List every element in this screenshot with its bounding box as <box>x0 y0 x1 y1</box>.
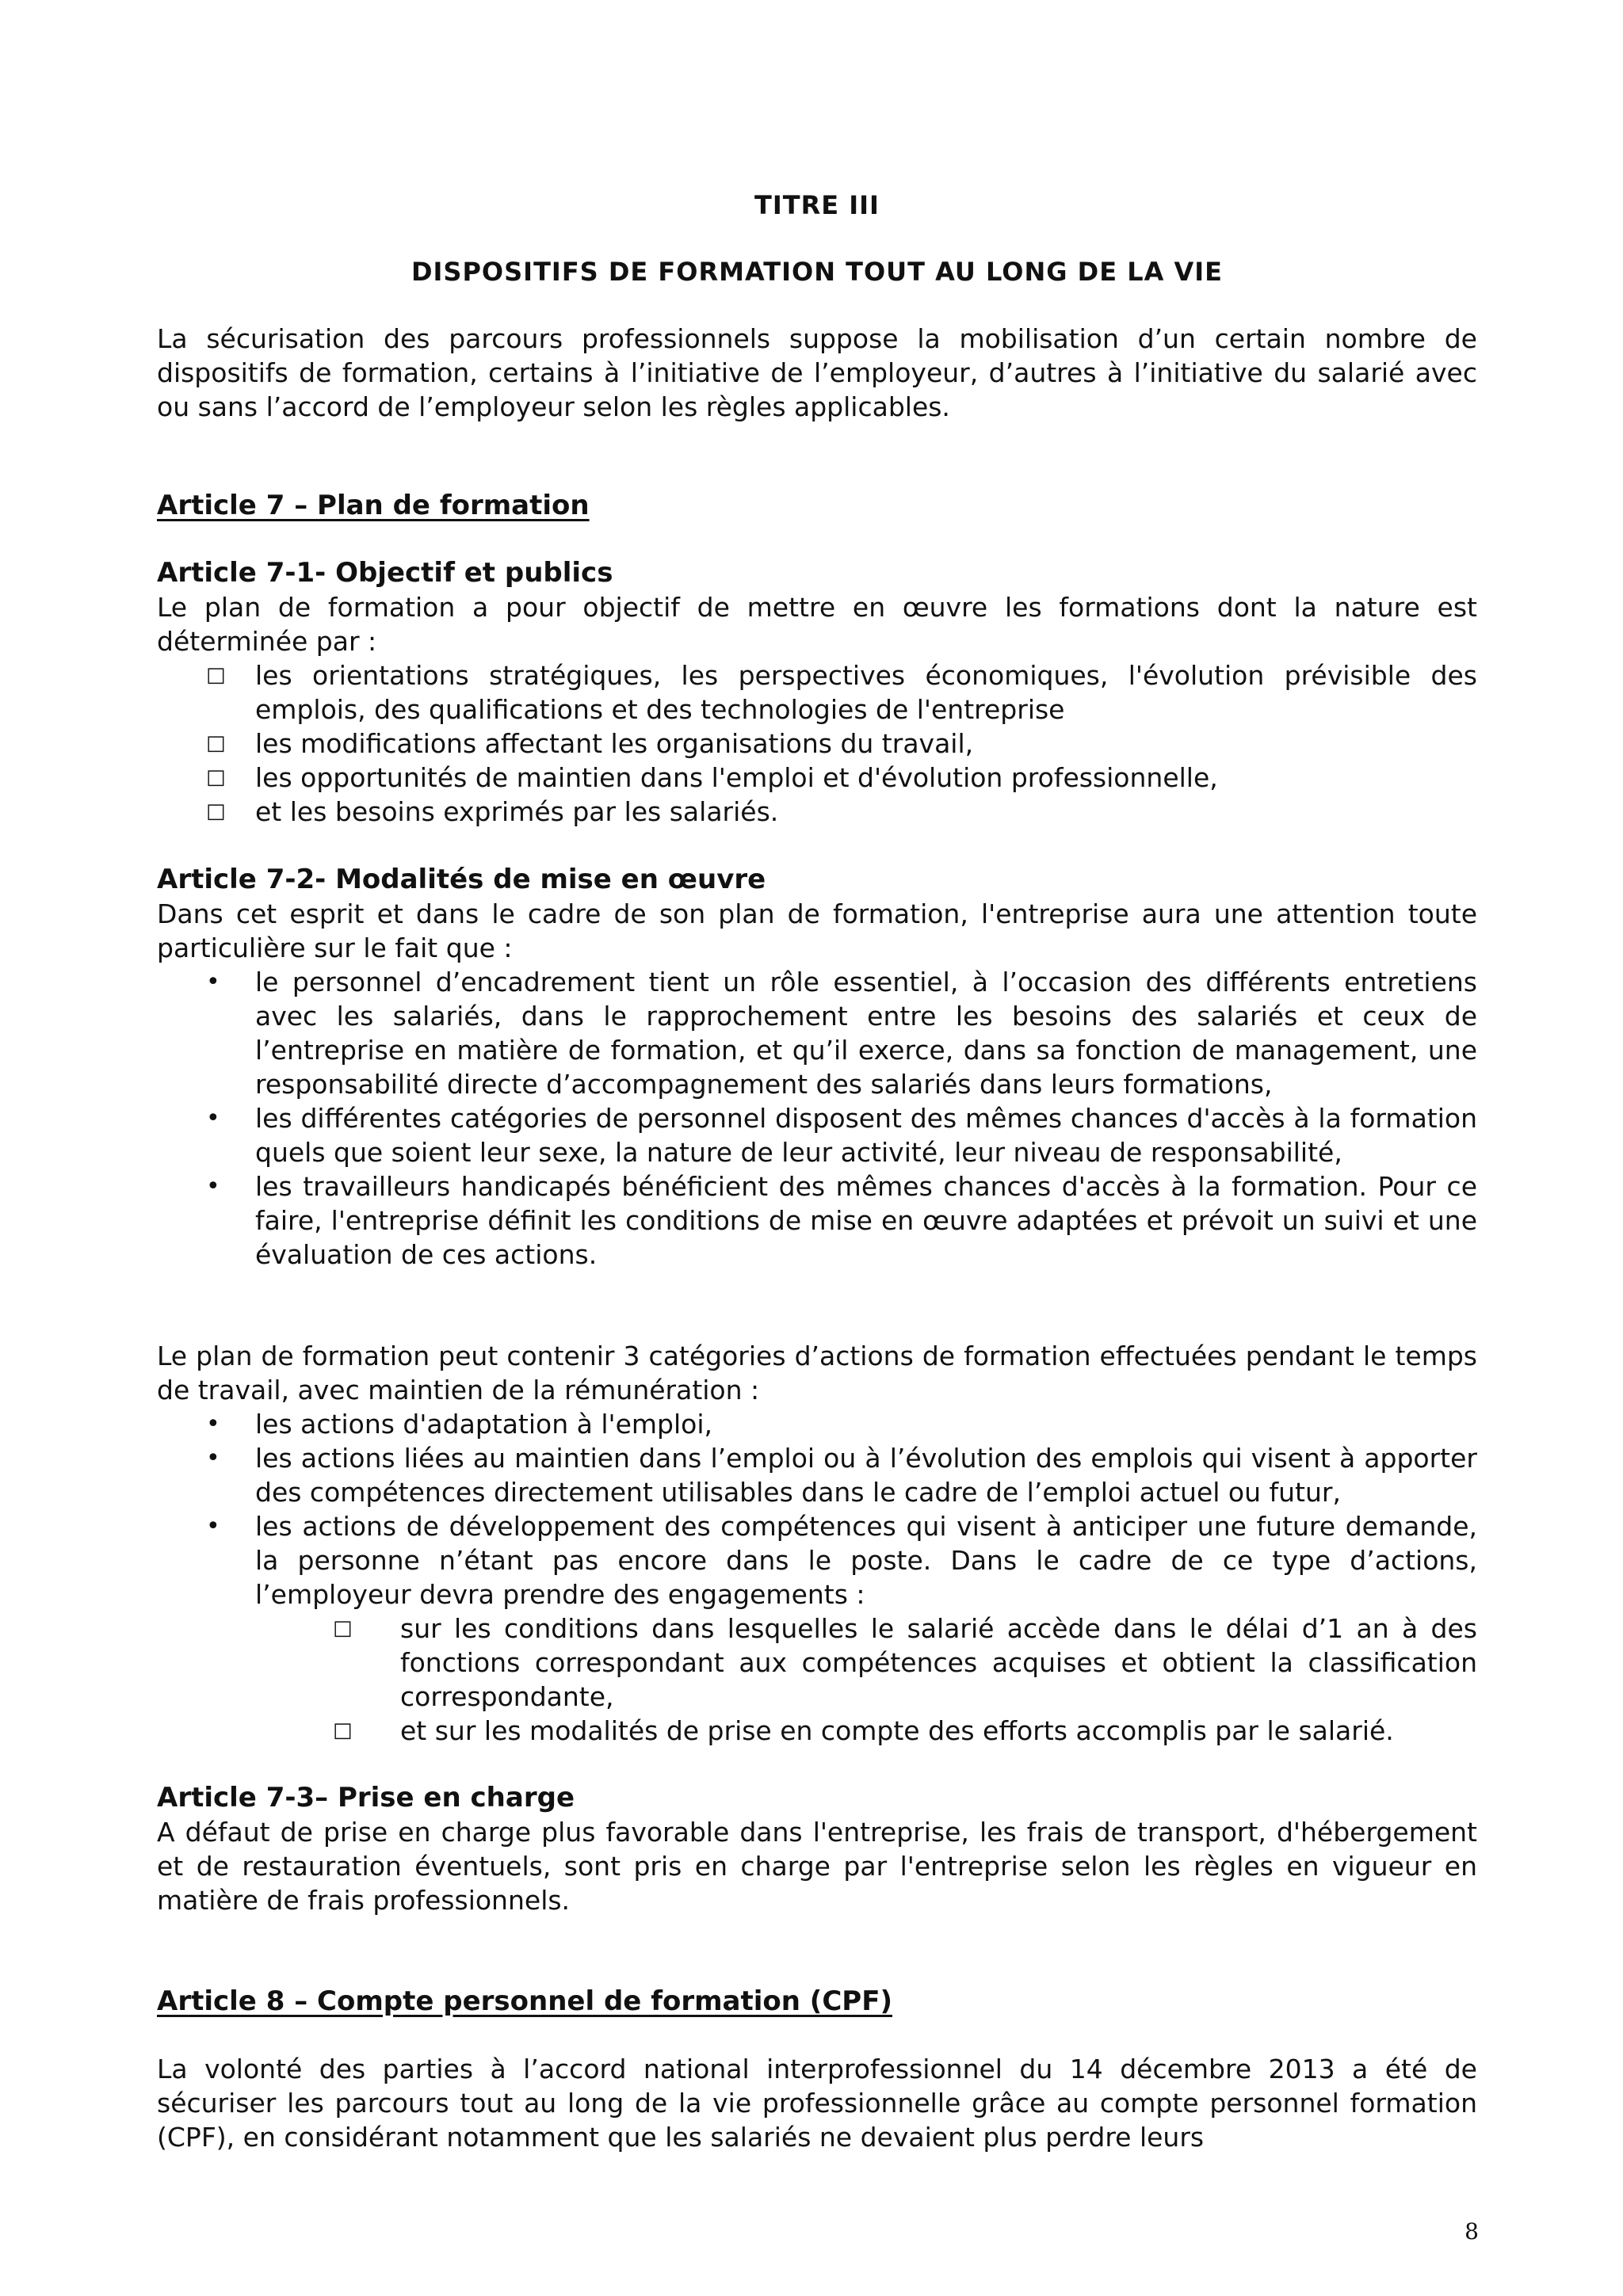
page-number: 8 <box>1465 2218 1479 2245</box>
checkbox-square-icon: □ <box>206 799 226 823</box>
article-7-heading: Article 7 – Plan de formation <box>157 490 590 521</box>
article-7-1-section <box>157 556 1477 829</box>
article-7-2-list-2 <box>157 1407 1477 1611</box>
list-item: □ et sur les modalités de prise en compte des efforts accomplis par le salarié. <box>333 1715 1394 1746</box>
bullet-icon: • <box>206 1444 220 1472</box>
article-7-1-list <box>157 658 1477 829</box>
checkbox-square-icon: □ <box>206 663 226 687</box>
list-item: • le personnel d’encadrement tient un rôle essentiel, à l’occasion des différents entretiens avec les salariés, dans le rapprochement entre les besoins des salariés et ceux de l’entreprise en matière de formation, et qu’il exerce, dans sa fonction de management, une responsabilité directe d’accompagnement des salariés dans leurs formations, <box>206 967 1477 1100</box>
checkbox-square-icon: □ <box>206 731 226 755</box>
list-item: • les actions de développement des compétences qui visent à anticiper une future demande, la personne n’étant pas encore dans le poste. Dans le cadre de ce type d’actions, l’employeur devra prendre des engagements : <box>206 1511 1477 1610</box>
article-7-2-part-2 <box>157 1339 1477 1748</box>
article-7-2-text-2: Le plan de formation peut contenir 3 catégories d’actions de formation effectuées pendant le temps de travail, avec maintien de la rémunération : <box>157 1341 1477 1405</box>
article-7-1-text: Le plan de formation a pour objectif de mettre en œuvre les formations dont la nature est déterminée par : <box>157 592 1477 657</box>
article-7-3-section <box>157 1781 1477 1917</box>
list-item: • les actions d'adaptation à l'emploi, <box>206 1409 713 1440</box>
bullet-icon: • <box>206 1410 220 1438</box>
list-item: • les actions liées au maintien dans l’emploi ou à l’évolution des emplois qui visent à apporter des compétences directement utilisables dans le cadre de l’emploi actuel ou futur, <box>206 1443 1477 1508</box>
bullet-icon: • <box>206 1173 220 1200</box>
list-item: □ sur les conditions dans lesquelles le salarié accède dans le délai d’1 an à des fonctions correspondant aux compétences acquises et obtient la classification correspondante, <box>333 1613 1477 1712</box>
article-7-section <box>157 489 1477 523</box>
checkbox-square-icon: □ <box>206 765 226 789</box>
intro-section <box>157 322 1477 424</box>
list-item: □ les opportunités de maintien dans l'emploi et d'évolution professionnelle, <box>206 762 1218 793</box>
bullet-icon: • <box>206 1104 220 1132</box>
article-7-3-text: A défaut de prise en charge plus favorable dans l'entreprise, les frais de transport, d'hébergement et de restauration éventuels, sont pris en charge par l'entreprise selon les règles en vigueur en matière de frais professionnels. <box>157 1817 1477 1916</box>
title-line-2: DISPOSITIFS DE FORMATION TOUT AU LONG DE LA VIE <box>411 257 1224 287</box>
article-7-1-heading: Article 7-1- Objectif et publics <box>157 557 613 589</box>
list-item: • les travailleurs handicapés bénéficient des mêmes chances d'accès à la formation. Pour ce faire, l'entreprise définit les conditions de mise en œuvre adaptées et prévoit un suivi et une évaluation de ces actions. <box>206 1171 1477 1270</box>
article-7-2-sublist <box>157 1611 1477 1748</box>
checkbox-square-icon: □ <box>333 1616 353 1640</box>
article-7-2-list <box>157 965 1477 1272</box>
article-8-body <box>157 2052 1477 2154</box>
article-7-3-heading: Article 7-3– Prise en charge <box>157 1782 575 1814</box>
article-8-heading: Article 8 – Compte personnel de formation (CPF) <box>157 1985 892 2017</box>
bullet-icon: • <box>206 1512 220 1540</box>
list-item: • les différentes catégories de personnel disposent des mêmes chances d'accès à la formation quels que soient leur sexe, la nature de leur activité, leur niveau de responsabilité, <box>206 1103 1477 1168</box>
title-line-1: TITRE III <box>754 190 880 220</box>
bullet-icon: • <box>206 968 220 996</box>
article-7-2-text: Dans cet esprit et dans le cadre de son plan de formation, l'entreprise aura une attention toute particulière sur le fait que : <box>157 898 1477 963</box>
article-7-2-section <box>157 863 1477 1272</box>
list-item: □ les orientations stratégiques, les perspectives économiques, l'évolution prévisible des emplois, des qualifications et des technologies de l'entreprise <box>206 660 1477 725</box>
intro-paragraph: La sécurisation des parcours professionnels suppose la mobilisation d’un certain nombre de dispositifs de formation, certains à l’initiative de l’employeur, d’autres à l’initiative du salarié avec ou sans l’accord de l’employeur selon les règles applicables. <box>157 323 1477 422</box>
article-7-2-heading: Article 7-2- Modalités de mise en œuvre <box>157 864 766 895</box>
article-8-section <box>157 1985 1477 2019</box>
list-item: □ et les besoins exprimés par les salariés. <box>206 796 779 827</box>
checkbox-square-icon: □ <box>333 1718 353 1742</box>
list-item: □ les modifications affectant les organisations du travail, <box>206 728 974 759</box>
article-8-text: La volonté des parties à l’accord national interprofessionnel du 14 décembre 2013 a été de sécuriser les parcours tout au long de la vie professionnelle grâce au compte personnel formation (CPF), en considérant notamment que les salariés ne devaient plus perdre leurs <box>157 2054 1477 2153</box>
